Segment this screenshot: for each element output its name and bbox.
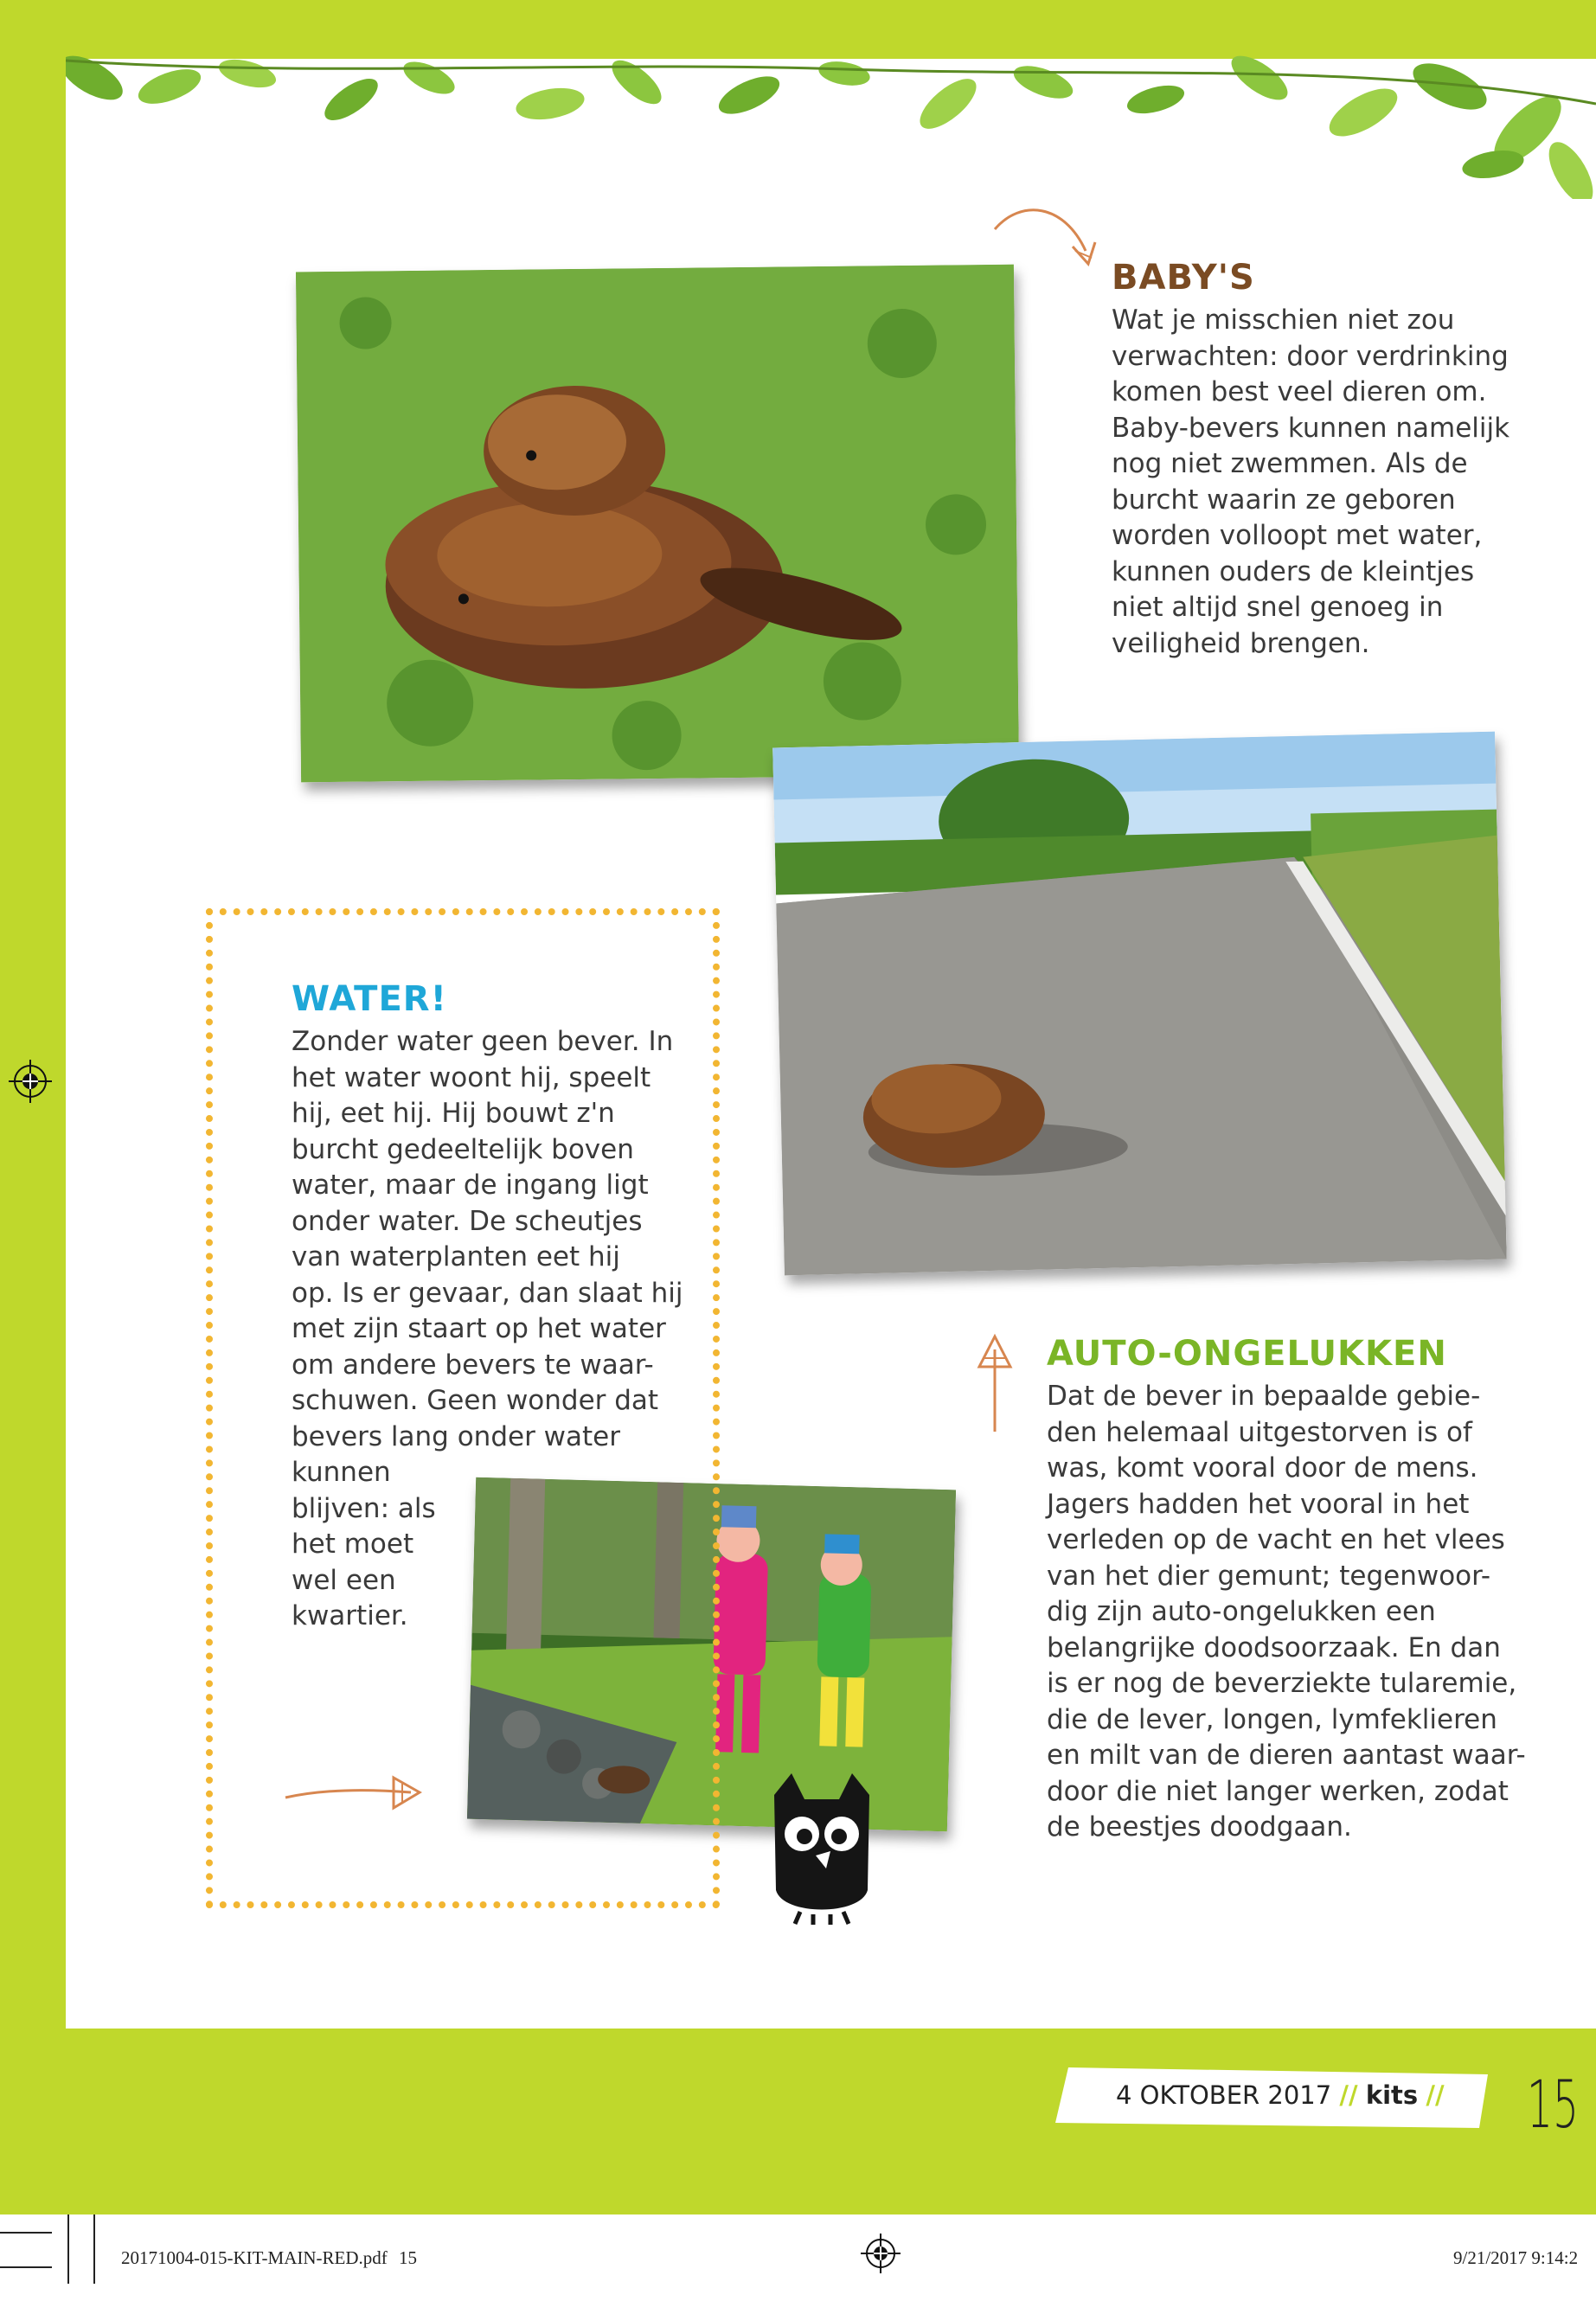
curved-arrow-icon: [986, 199, 1107, 277]
page-number: 15: [1527, 2066, 1579, 2143]
baby-beavers-photo: [296, 265, 1019, 783]
footer-brand: kits: [1365, 2080, 1419, 2110]
footer-label: [1055, 2067, 1488, 2128]
footer-date: 4 OKTOBER 2017: [1116, 2080, 1332, 2110]
registration-mark-icon: [9, 1060, 52, 1103]
auto-section: [1047, 1334, 1566, 1846]
registration-mark-icon: [861, 2234, 901, 2273]
leaf-border: [66, 52, 1596, 199]
babys-heading: BABY'S: [1112, 258, 1255, 298]
print-page: 15: [399, 2247, 418, 2268]
water-section: [292, 979, 698, 1635]
footer-separator-1: //: [1339, 2080, 1358, 2110]
babys-body: Wat je misschien niet zou verwachten: door verdrinking komen best veel dieren om. Baby-bevers kunnen namelijk nog niet zwemmen. Als de burcht waarin ze geboren worden volloopt met water, kunnen ouders de kleintjes niet altijd snel genoeg in veiligheid brengen.: [1112, 304, 1510, 659]
babys-section: [1112, 258, 1544, 662]
print-slug-line: [0, 2214, 1596, 2301]
print-timestamp: 9/21/2017 9:14:2: [1453, 2247, 1579, 2268]
print-filename: 20171004-015-KIT-MAIN-RED.pdf: [121, 2247, 388, 2268]
left-green-band: [0, 0, 66, 2214]
top-green-band: [0, 0, 1596, 59]
up-arrow-icon: [969, 1332, 1021, 1436]
water-heading: WATER!: [292, 979, 447, 1019]
footer-separator-2: //: [1426, 2080, 1445, 2110]
auto-body: Dat de bever in bepaalde gebie- den helemaal uitgestorven is of was, komt vooral door de mens. Jagers hadden het vooral in het verleden op de vacht en het vlees van het dier gemunt; tegenwoor- dig zijn auto-ongelukken een belangrijke doodsoorzaak. En dan is er nog de beverziekte tularemie, die de lever, longen, lymfeklieren en milt van de dieren aantast waar- door die niet langer werken, zodat de beestjes doodgaan.: [1047, 1381, 1526, 1843]
water-body-top: Zonder water geen bever. In het water woont hij, speelt hij, eet hij. Hij bouwt z'n burcht gedeeltelijk boven water, maar de ingang ligt onder water. De scheutjes van waterplanten eet hij op. Is er gevaar, dan slaat hij met zijn staart op het water om andere bevers te waar- schuwen. Geen wonder dat bevers lang onder water: [292, 1026, 683, 1452]
road-beaver-photo: [772, 732, 1507, 1276]
owl-mascot: [766, 1769, 878, 1925]
auto-heading: AUTO-ONGELUKKEN: [1047, 1334, 1447, 1374]
water-body-bottom: kunnen blijven: als het moet wel een kwartier.: [292, 1457, 436, 1631]
